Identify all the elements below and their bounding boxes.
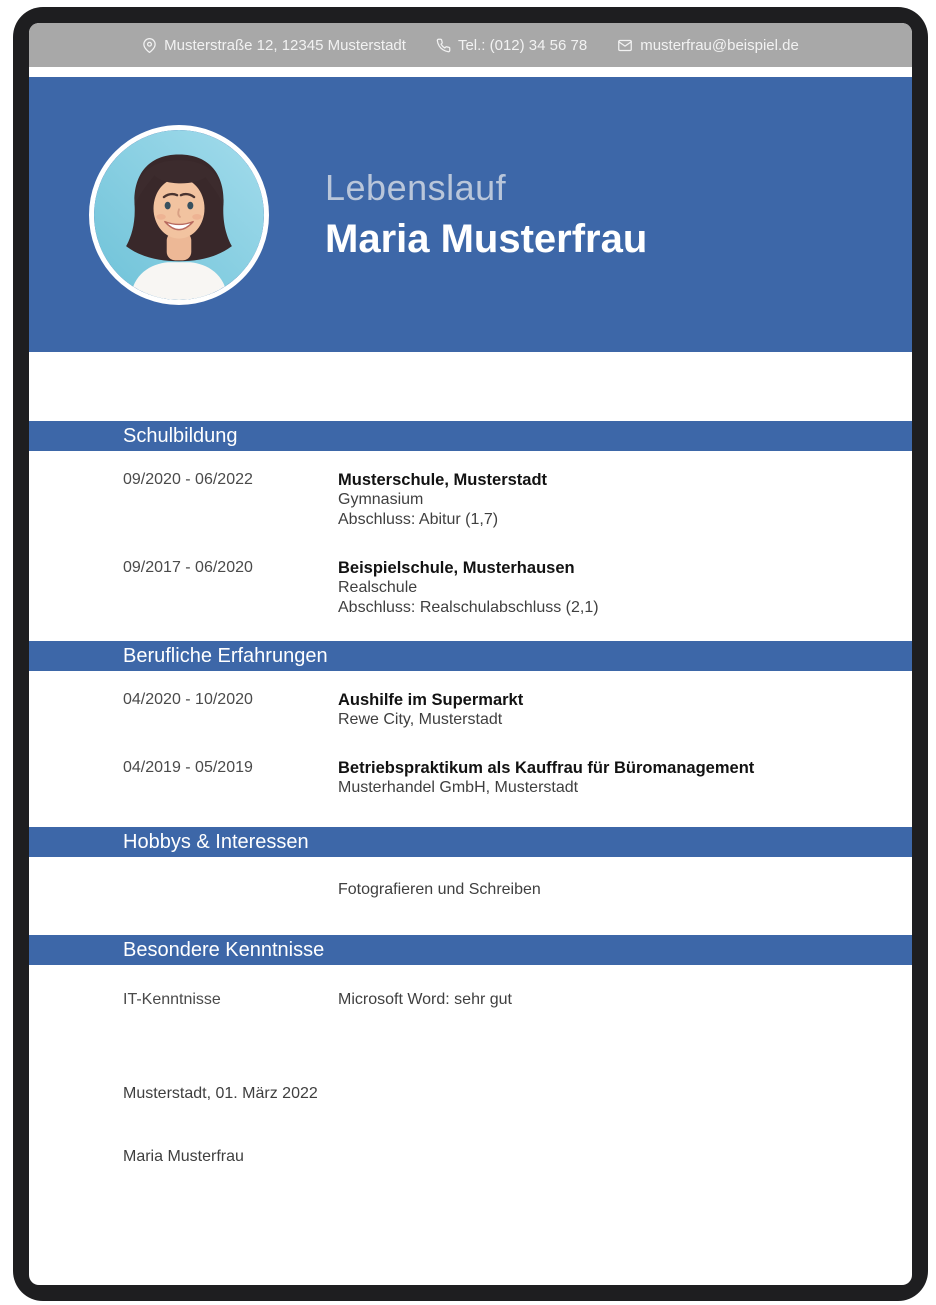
cv-sheet xyxy=(29,23,912,1285)
entry-date: 09/2020 - 06/2022 xyxy=(123,471,253,488)
section-content-schulbildung xyxy=(29,451,912,618)
entry-body xyxy=(338,880,541,900)
entry-line: Fotografieren und Schreiben xyxy=(338,881,541,898)
divider-strip xyxy=(29,67,912,77)
envelope-icon xyxy=(617,38,633,53)
hero-text-block xyxy=(325,167,647,262)
entry-title: Beispielschule, Musterhausen xyxy=(338,559,575,577)
phone-text: Tel.: (012) 34 56 78 xyxy=(457,36,588,54)
entry-title: Betriebspraktikum als Kauffrau für Büromanagement xyxy=(338,759,755,777)
entry-date: 04/2020 - 10/2020 xyxy=(123,691,253,708)
entry-date-empty xyxy=(123,880,338,900)
place-and-date: Musterstadt, 01. März 2022 xyxy=(123,1085,318,1102)
education-entry xyxy=(123,558,912,618)
document-title: Lebenslauf xyxy=(325,167,507,208)
section-bar-besondere-kenntnisse xyxy=(29,935,912,965)
section-bar-schulbildung xyxy=(29,421,912,451)
entry-body xyxy=(338,990,512,1010)
entry-title: Aushilfe im Supermarkt xyxy=(338,691,524,709)
footer xyxy=(29,1085,912,1166)
contact-bar xyxy=(29,23,912,67)
contact-address xyxy=(142,37,406,54)
section-content-besondere-kenntnisse xyxy=(29,965,912,1010)
entry-line: Abschluss: Abitur (1,7) xyxy=(338,511,499,528)
portrait-illustration xyxy=(94,130,264,300)
section-content-hobbys-interessen xyxy=(29,857,912,900)
contact-phone xyxy=(436,37,587,54)
hero-header xyxy=(29,77,912,352)
section-title: Besondere Kenntnisse xyxy=(123,938,325,961)
entry-line: Rewe City, Musterstadt xyxy=(338,711,503,728)
skill-label: IT-Kenntnisse xyxy=(123,991,221,1008)
section-content-berufliche-erfahrungen xyxy=(29,671,912,798)
profile-photo xyxy=(89,125,269,305)
address-text: Musterstraße 12, 12345 Musterstadt xyxy=(164,36,406,54)
entry-body xyxy=(338,758,754,798)
entry-line: Musterhandel GmbH, Musterstadt xyxy=(338,779,579,796)
skill-entry xyxy=(123,990,912,1010)
section-title: Hobbys & Interessen xyxy=(123,830,309,853)
hobby-entry xyxy=(123,880,912,900)
section-title: Berufliche Erfahrungen xyxy=(123,644,328,667)
work-entry xyxy=(123,758,912,798)
entry-date: 04/2019 - 05/2019 xyxy=(123,759,253,776)
entry-line: Microsoft Word: sehr gut xyxy=(338,991,512,1008)
contact-email xyxy=(617,37,799,54)
education-entry xyxy=(123,470,912,530)
phone-icon xyxy=(436,38,451,53)
entry-date: 09/2017 - 06/2020 xyxy=(123,559,253,576)
signature-name: Maria Musterfrau xyxy=(123,1148,244,1165)
page-frame xyxy=(13,7,928,1301)
entry-body xyxy=(338,558,599,618)
entry-line: Gymnasium xyxy=(338,491,424,508)
entry-body xyxy=(338,690,523,730)
email-text: musterfrau@beispiel.de xyxy=(640,36,799,54)
entry-title: Musterschule, Musterstadt xyxy=(338,471,548,489)
entry-line: Abschluss: Realschulabschluss (2,1) xyxy=(338,599,599,616)
location-pin-icon xyxy=(142,38,157,53)
section-title: Schulbildung xyxy=(123,424,238,447)
section-bar-berufliche-erfahrungen xyxy=(29,641,912,671)
entry-line: Realschule xyxy=(338,579,418,596)
entry-body xyxy=(338,470,547,530)
work-entry xyxy=(123,690,912,730)
person-name: Maria Musterfrau xyxy=(325,217,648,261)
section-bar-hobbys-interessen xyxy=(29,827,912,857)
